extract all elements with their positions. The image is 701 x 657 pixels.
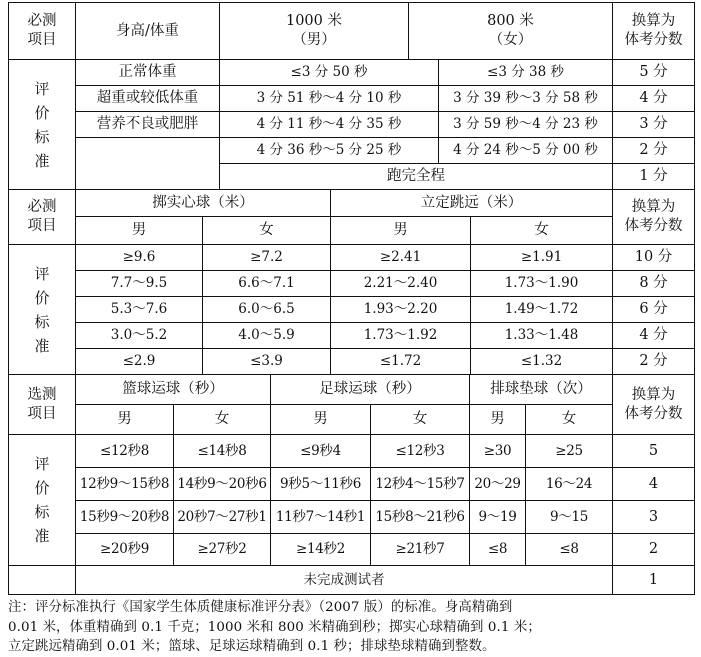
- t3-basket-header: 篮球运球（秒）: [75, 374, 271, 405]
- t3-score-value: 2: [612, 533, 695, 566]
- t2-ball-female-header: 女: [202, 216, 331, 245]
- t2-ball-male-value: 3.0～5.2: [75, 322, 203, 349]
- t1-body-type: 营养不良或肥胖: [75, 111, 220, 138]
- t3-volley-male-header: 男: [469, 404, 526, 435]
- t3-foot-male-value: ≥14秒2: [270, 533, 371, 566]
- t2-ball-header: 掷实心球（米）: [75, 189, 331, 217]
- t1-score-value: 2 分: [612, 137, 695, 164]
- t3-foot-female-value: 12秒4～15秒7: [370, 467, 470, 501]
- t2-ball-female-value: ≤3.9: [202, 348, 331, 375]
- t2-jump-female-value: 1.49～1.72: [470, 296, 613, 323]
- t2-ball-female-value: 6.6～7.1: [202, 270, 331, 297]
- t3-foot-female-value: ≤12秒3: [370, 434, 470, 468]
- t3-volley-female-header: 女: [525, 404, 613, 435]
- t2-jump-header: 立定跳远（米）: [330, 189, 613, 217]
- t1-score-value: 4 分: [612, 85, 695, 112]
- t1-item-header: 必测 项目: [8, 2, 76, 60]
- t3-volley-female-value: ≤8: [525, 533, 613, 566]
- t3-foot-female-value: 15秒8～21秒6: [370, 500, 470, 534]
- t3-foot-male-header: 男: [270, 404, 371, 435]
- t2-score-header: 换算为 体考分数: [612, 189, 695, 245]
- t2-jump-male-value: ≤1.72: [330, 348, 471, 375]
- t3-unfinished-label: 未完成测试者: [75, 565, 613, 595]
- t2-jump-female-value: ≤1.32: [470, 348, 613, 375]
- t2-ball-male-header: 男: [75, 216, 203, 245]
- t3-volley-header: 排球垫球（次）: [469, 374, 613, 405]
- t3-basket-male-value: 15秒9～20秒8: [75, 500, 174, 534]
- t1-score-value: 5 分: [612, 59, 695, 86]
- t3-volley-male-value: 9～19: [469, 500, 526, 534]
- t1-1000m-header: 1000 米 （男）: [219, 2, 409, 60]
- t2-jump-female-value: 1.33～1.48: [470, 322, 613, 349]
- t2-ball-female-value: 6.0～6.5: [202, 296, 331, 323]
- t3-basket-female-value: 20秒7～27秒1: [173, 500, 271, 534]
- t1-body-type: 正常体重: [75, 59, 220, 86]
- t3-volley-female-value: 9～15: [525, 500, 613, 534]
- t2-jump-female-value: 1.73～1.90: [470, 270, 613, 297]
- t1-score-header: 换算为 体考分数: [612, 2, 695, 60]
- t3-foot-female-value: ≥21秒7: [370, 533, 470, 566]
- t1-800m-value: ≤3 分 38 秒: [438, 59, 613, 86]
- t1-800m-value: 3 分 39 秒～3 分 58 秒: [438, 85, 613, 112]
- t3-basket-male-value: ≥20秒9: [75, 533, 174, 566]
- t3-foot-male-value: 9秒5～11秒6: [270, 467, 371, 501]
- t1-body-type-empty: [75, 137, 220, 190]
- t2-jump-male-value: 1.73～1.92: [330, 322, 471, 349]
- t2-ball-male-value: ≤2.9: [75, 348, 203, 375]
- t2-score-value: 8 分: [612, 270, 695, 297]
- t3-score-value: 3: [612, 500, 695, 534]
- t2-ball-male-value: 7.7～9.5: [75, 270, 203, 297]
- t1-finish-score: 1 分: [612, 163, 695, 190]
- t1-800m-value: 4 分 24 秒～5 分 00 秒: [438, 137, 613, 164]
- t1-1000m-value: ≤3 分 50 秒: [219, 59, 439, 86]
- t2-score-value: 2 分: [612, 348, 695, 375]
- t3-foot-male-value: 11秒7～14秒1: [270, 500, 371, 534]
- t2-item-header: 必测 项目: [8, 189, 76, 245]
- t3-foot-header: 足球运球（秒）: [270, 374, 470, 405]
- t2-eval-label: 评 价 标 准: [8, 244, 76, 375]
- t1-1000m-value: 4 分 36 秒～5 分 25 秒: [219, 137, 439, 164]
- t3-basket-male-value: 12秒9～15秒8: [75, 467, 174, 501]
- t3-foot-female-header: 女: [370, 404, 470, 435]
- t1-800m-header: 800 米 （女）: [408, 2, 613, 60]
- t2-jump-male-value: 1.93～2.20: [330, 296, 471, 323]
- footnote: 注：评分标准执行《国家学生体质健康标准评分表》（2007 版）的标准。身高精确到 0.01 米，体重精确到 0.1 千克；1000 米和 800 米精确到秒；掷实心球精确到 0.1 米； 立定跳远精确到 0.01 米；篮球、足球运球精确到 0.1 秒；排球垫球精确到整数。: [8, 600, 541, 654]
- t2-ball-female-value: 4.0～5.9: [202, 322, 331, 349]
- t2-jump-female-value: ≥1.91: [470, 244, 613, 271]
- t3-basket-female-value: ≥27秒2: [173, 533, 271, 566]
- t3-volley-male-value: 20～29: [469, 467, 526, 501]
- t2-jump-male-value: 2.21～2.40: [330, 270, 471, 297]
- t3-volley-male-value: ≤8: [469, 533, 526, 566]
- t3-basket-female-header: 女: [173, 404, 271, 435]
- t2-jump-female-header: 女: [470, 216, 613, 245]
- t2-ball-male-value: ≥9.6: [75, 244, 203, 271]
- t3-volley-female-value: 16～24: [525, 467, 613, 501]
- t3-foot-male-value: ≤9秒4: [270, 434, 371, 468]
- t2-ball-male-value: 5.3～7.6: [75, 296, 203, 323]
- t3-basket-female-value: 14秒9～20秒6: [173, 467, 271, 501]
- t3-volley-female-value: ≥25: [525, 434, 613, 468]
- t1-body-type: 超重或较低体重: [75, 85, 220, 112]
- t1-finish-label: 跑完全程: [219, 163, 613, 190]
- t3-item-header: 选测 项目: [8, 374, 76, 435]
- t3-basket-female-value: ≤14秒8: [173, 434, 271, 468]
- t2-score-value: 10 分: [612, 244, 695, 271]
- t3-basket-male-value: ≤12秒8: [75, 434, 174, 468]
- t3-unfinished-score: 1: [612, 565, 695, 595]
- t3-basket-male-header: 男: [75, 404, 174, 435]
- t3-score-header: 换算为 体考分数: [612, 374, 695, 435]
- t1-eval-label: 评 价 标 准: [8, 59, 76, 190]
- t1-1000m-value: 3 分 51 秒～4 分 10 秒: [219, 85, 439, 112]
- t2-score-value: 6 分: [612, 296, 695, 323]
- t2-jump-male-header: 男: [330, 216, 471, 245]
- t3-volley-male-value: ≥30: [469, 434, 526, 468]
- t3-score-value: 4: [612, 467, 695, 501]
- t1-score-value: 3 分: [612, 111, 695, 138]
- t2-score-value: 4 分: [612, 322, 695, 349]
- t3-eval-tail: [8, 565, 76, 595]
- t1-1000m-value: 4 分 11 秒～4 分 35 秒: [219, 111, 439, 138]
- t3-score-value: 5: [612, 434, 695, 468]
- t2-ball-female-value: ≥7.2: [202, 244, 331, 271]
- t1-800m-value: 3 分 59 秒～4 分 23 秒: [438, 111, 613, 138]
- t1-body-header: 身高/体重: [75, 2, 220, 60]
- t2-jump-male-value: ≥2.41: [330, 244, 471, 271]
- t3-eval-label: 评 价 标 准: [8, 434, 76, 566]
